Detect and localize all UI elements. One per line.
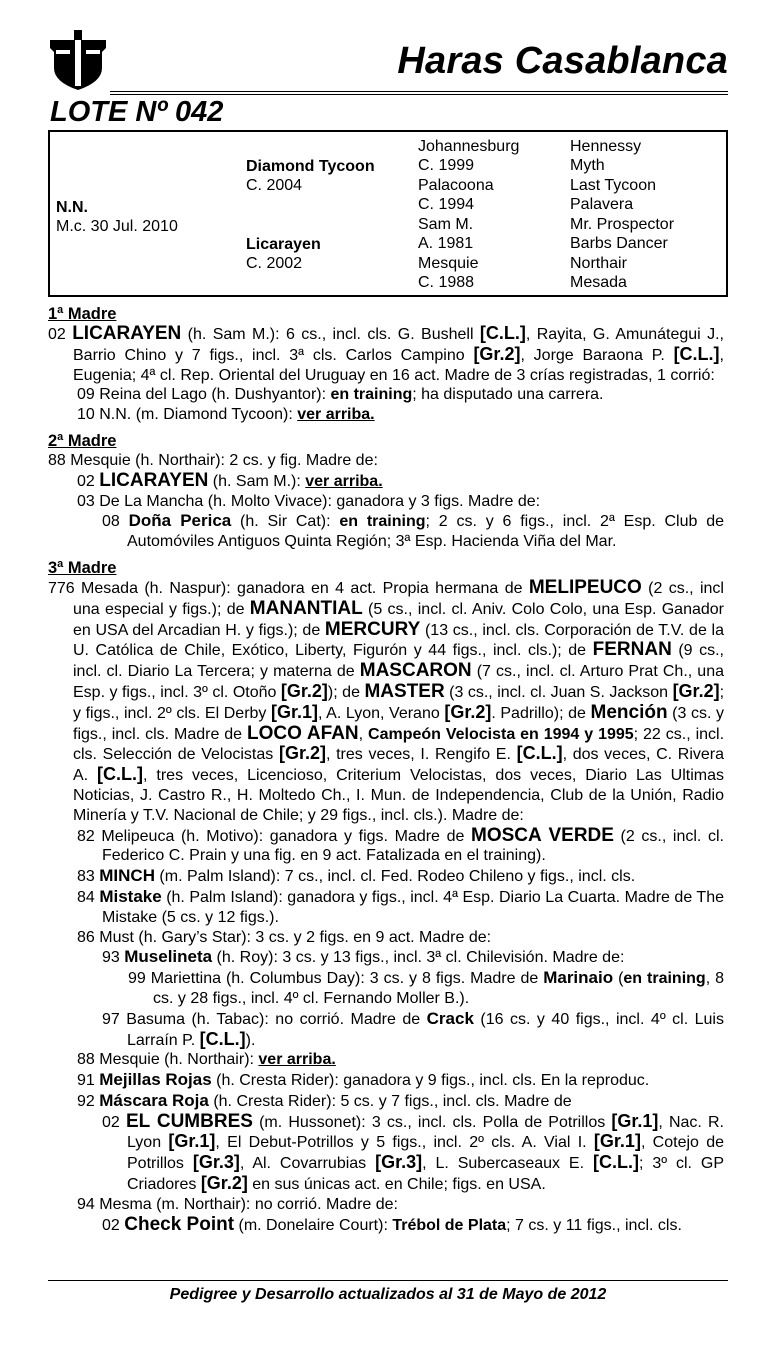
grandparent-name: Johannesburg bbox=[418, 138, 520, 155]
dam-entry: 02 LICARAYEN (h. Sam M.): 6 cs., incl. cls. G. Bushell [C.L.], Rayita, G. Amunátegui J., Barrio Chino y 7 figs., incl. 3ª cls. Carlos Campino [Gr.2], Jorge Baraona P. [C.L.], Eugenia; 4ª cl. Rep. Oriental del Uruguay en 16 act. Madre de 3 crías registradas, 1 corrió: bbox=[48, 323, 724, 384]
dam-entry: 88 Mesquie (h. Northair): 2 cs. y fig. Madre de: bbox=[48, 451, 378, 469]
great-grandparent: Mesada bbox=[570, 274, 627, 291]
great-grandparent: Northair bbox=[570, 255, 627, 272]
produce-entry: 02 EL CUMBRES (m. Hussonet): 3 cs., incl. cls. Polla de Potrillos [Gr.1], Nac. R. Lyon [Gr.1], El Debut-Potrillos y 5 figs., incl. 2º cls. A. Vial I. [Gr.1], Cotejo de Potrillos [Gr.3], Al. Covarrubias [Gr.3], L. Subercaseaux E. [C.L.]; 3º cl. GP Criadores [Gr.2] en sus únicas act. en Chile; figs. en USA. bbox=[102, 1110, 725, 1194]
produce-entry: 91 Mejillas Rojas (h. Cresta Rider): ganadora y 9 figs., incl. cls. En la reproduc. bbox=[77, 1070, 650, 1090]
produce-entry: 88 Mesquie (h. Northair): ver arriba. bbox=[77, 1051, 336, 1069]
section-heading: 3ª Madre bbox=[48, 558, 117, 577]
produce-entry: 92 Máscara Roja (h. Cresta Rider): 5 cs. y 7 figs., incl. cls. Madre de bbox=[77, 1090, 572, 1110]
catalog-body bbox=[48, 300, 724, 1235]
grandparent-info: C. 1994 bbox=[418, 196, 475, 213]
pedigree-table bbox=[48, 130, 728, 297]
grandparent-name: Sam M. bbox=[418, 216, 474, 233]
produce-entry: 03 De La Mancha (h. Molto Vivace): ganadora y 3 figs. Madre de: bbox=[77, 492, 541, 510]
produce-entry: 99 Mariettina (h. Columbus Day): 3 cs. y 8 figs. Madre de Marinaio (en training, 8 cs. y 28 figs., incl. 4º cl. Fernando Moller B.). bbox=[128, 968, 725, 1007]
dam-info: C. 2002 bbox=[246, 255, 303, 272]
grandparent-info: A. 1981 bbox=[418, 235, 474, 252]
great-grandparent: Mr. Prospector bbox=[570, 216, 675, 233]
dam-name: Licarayen bbox=[246, 236, 321, 253]
produce-entry: 82 Melipeuca (h. Motivo): ganadora y figs. Madre de MOSCA VERDE (2 cs., incl. cl. Federico C. Prain y una fig. en 9 act. Fatalizada en el training). bbox=[77, 824, 724, 865]
produce-entry: 09 Reina del Lago (h. Dushyantor): en training; ha disputado una carrera. bbox=[77, 386, 604, 404]
great-grandparent: Myth bbox=[570, 157, 605, 174]
grandparent-info: C. 1988 bbox=[418, 274, 475, 291]
sire-name: Diamond Tycoon bbox=[246, 158, 375, 175]
dam-entry: 776 Mesada (h. Naspur): ganadora en 4 act. Propia hermana de MELIPEUCO (2 cs., incl una especial y figs.); de MANANTIAL (5 cs., incl. cl. Aniv. Colo Colo, una Esp. Ganador en USA del Arcadian H. y figs.); de MERCURY (13 cs., incl. cls. Corporación de T.V. de la U. Católica de Chile, Exótico, Liberty, Figurón y 44 figs., incl. cls.); de FERNAN (9 cs., incl. cl. Diario La Tercera; y materna de MASCARON (7 cs., incl. cl. Arturo Prat Ch., una Esp. y figs., incl. 3º cl. Otoño [Gr.2]); de MASTER (3 cs., incl. cl. Juan S. Jackson [Gr.2]; y figs., incl. 2º cls. El Derby [Gr.1], A. Lyon, Verano [Gr.2]. Padrillo); de Mención (3 cs. y figs., incl. cls. Madre de LOCO AFAN, Campeón Velocista en 1994 y 1995; 22 cs., incl. cls. Selección de Velocistas [Gr.2], tres veces, I. Rengifo E. [C.L.], dos veces, C. Rivera A. [C.L.], tres veces, Licencioso, Criterium Velocistas, dos veces, Diario Las Ultimas Noticias, J. Castro R., H. Moltedo Ch., I. Mun. de Independencia, Club de la Unión, Radio Minería y T.V. Nacional de Chile; y 29 figs., incl. cls.). Madre de: bbox=[48, 576, 725, 824]
produce-entry: 83 MINCH (m. Palm Island): 7 cs., incl. cl. Fed. Rodeo Chileno y figs., incl. cls. bbox=[77, 866, 636, 886]
subject-info: M.c. 30 Jul. 2010 bbox=[56, 218, 178, 235]
great-grandparent: Hennessy bbox=[570, 138, 642, 155]
section-heading: 1ª Madre bbox=[48, 305, 117, 323]
produce-entry: 10 N.N. (m. Diamond Tycoon): ver arriba. bbox=[77, 406, 375, 424]
brand-title: Haras Casablanca bbox=[397, 40, 728, 82]
lot-number: LOTE Nº 042 bbox=[50, 96, 224, 128]
header-rule-2 bbox=[110, 94, 728, 95]
produce-entry: 97 Basuma (h. Tabac): no corrió. Madre de Crack (16 cs. y 40 figs., incl. 4º cl. Luis Larraín P. [C.L.]). bbox=[102, 1008, 724, 1049]
footer-rule bbox=[48, 1280, 728, 1281]
grandparent-name: Mesquie bbox=[418, 255, 479, 272]
produce-entry: 86 Must (h. Gary’s Star): 3 cs. y 2 figs. en 9 act. Madre de: bbox=[77, 928, 492, 946]
produce-entry: 94 Mesma (m. Northair): no corrió. Madre de: bbox=[77, 1195, 398, 1213]
produce-entry: 02 Check Point (m. Donelaire Court): Trébol de Plata; 7 cs. y 11 figs., incl. cls. bbox=[102, 1213, 682, 1235]
great-grandparent: Barbs Dancer bbox=[570, 235, 668, 252]
grandparent-info: C. 1999 bbox=[418, 157, 475, 174]
haras-casablanca-logo-icon bbox=[48, 28, 108, 92]
produce-entry: 93 Muselineta (h. Roy): 3 cs. y 13 figs., incl. 3ª cl. Chilevisión. Madre de: bbox=[102, 947, 625, 967]
footer-note: Pedigree y Desarrollo actualizados al 31 de Mayo de 2012 bbox=[169, 1286, 607, 1303]
subject-name: N.N. bbox=[56, 199, 88, 216]
great-grandparent: Last Tycoon bbox=[570, 177, 656, 194]
section-heading: 2ª Madre bbox=[48, 431, 117, 450]
produce-entry: 08 Doña Perica (h. Sir Cat): en training; 2 cs. y 6 figs., incl. 2ª Esp. Club de Automóviles Antiguos Quinta Región; 3ª Esp. Hacienda Viña del Mar. bbox=[102, 511, 725, 551]
sire-info: C. 2004 bbox=[246, 177, 303, 194]
produce-entry: 02 LICARAYEN (h. Sam M.): ver arriba. bbox=[77, 469, 383, 491]
grandparent-name: Palacoona bbox=[418, 177, 494, 194]
header-rule bbox=[110, 91, 728, 92]
great-grandparent: Palavera bbox=[570, 196, 634, 213]
produce-entry: 84 Mistake (h. Palm Island): ganadora y figs., incl. 4ª Esp. Diario La Cuarta. Madre de The Mistake (5 cs. y 12 figs.). bbox=[77, 886, 725, 926]
